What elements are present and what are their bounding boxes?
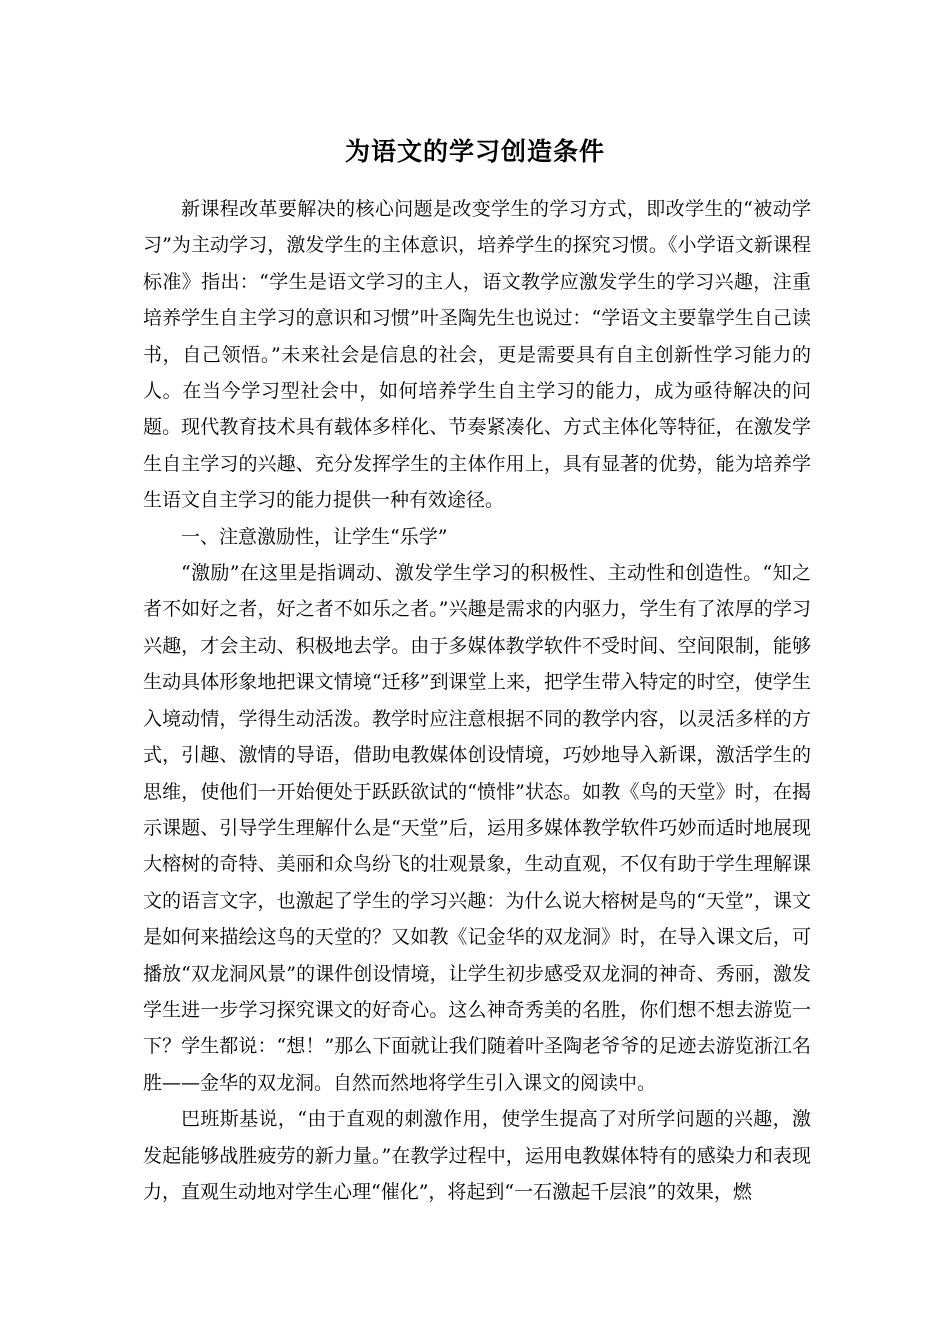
paragraph-babansky: 巴班斯基说，“由于直观的刺激作用，使学生提高了对所学问题的兴趣，激发起能够战胜疲劳的新力量。”在教学过程中，运用电教媒体特有的感染力和表现力，直观生动地对学生心理“催化”，将起到“一石激起千层浪”的效果，燃 bbox=[143, 1108, 811, 1203]
paragraph-intro: 新课程改革要解决的核心问题是改变学生的学习方式，即改学生的“被动学习”为主动学习，激发学生的主体意识，培养学生的探究习惯。《小学语文新课程标准》指出：“学生是语文学习的主人，语文教学应激发学生的学习兴趣，注重培养学生自主学习的意识和习惯”叶圣陶先生也说过：“学语文主要靠学生自己读书，自己领悟。”未来社会是信息的社会，更是需要具有自主创新性学习能力的人。在当今学习型社会中，如何培养学生自主学习的能力，成为亟待解决的问题。现代教育技术具有载体多样化、节奏紧凑化、方式主体化等特征，在激发学生自主学习的兴趣、充分发挥学生的主体作用上，具有显著的优势，能为培养学生语文自主学习的能力提供一种有效途径。 bbox=[143, 198, 811, 512]
paragraph-motivation: “激励”在这里是指调动、激发学生学习的积极性、主动性和创造性。“知之者不如好之者，好之者不如乐之者。”兴趣是需求的内驱力，学生有了浓厚的学习兴趣，才会主动、积极地去学。由于多媒体教学软件不受时间、空间限制，能够生动具体形象地把课文情境“迁移”到课堂上来，把学生带入特定的时空，使学生入境动情，学得生动活泼。教学时应注意根据不同的教学内容，以灵活多样的方式，引趣、激情的导语，借助电教媒体创设情境，巧妙地导入新课，激活学生的思维，使他们一开始便处于跃跃欲试的“愤悱”状态。如教《鸟的天堂》时，在揭示课题、引导学生理解什么是“天堂”后，运用多媒体教学软件巧妙而适时地展现大榕树的奇特、美丽和众鸟纷飞的壮观景象，生动直观，不仅有助于学生理解课文的语言文字，也激起了学生的学习兴趣：为什么说大榕树是鸟的“天堂”，课文是如何来描绘这鸟的天堂的？又如教《记金华的双龙洞》时，在导入课文后，可播放“双龙洞风景”的课件创设情境，让学生初步感受双龙洞的神奇、秀丽，激发学生进一步学习探究课文的好奇心。这么神奇秀美的名胜，你们想不想去游览一下？学生都说：“想！”那么下面就让我们随着叶圣陶老爷爷的足迹去游览浙江名胜——金华的双龙洞。自然而然地将学生引入课文的阅读中。 bbox=[143, 562, 811, 1094]
document-body bbox=[143, 191, 811, 1210]
document-title: 为语文的学习创造条件 bbox=[344, 137, 605, 166]
section-heading: 一、注意激励性，让学生“乐学” bbox=[181, 525, 448, 548]
